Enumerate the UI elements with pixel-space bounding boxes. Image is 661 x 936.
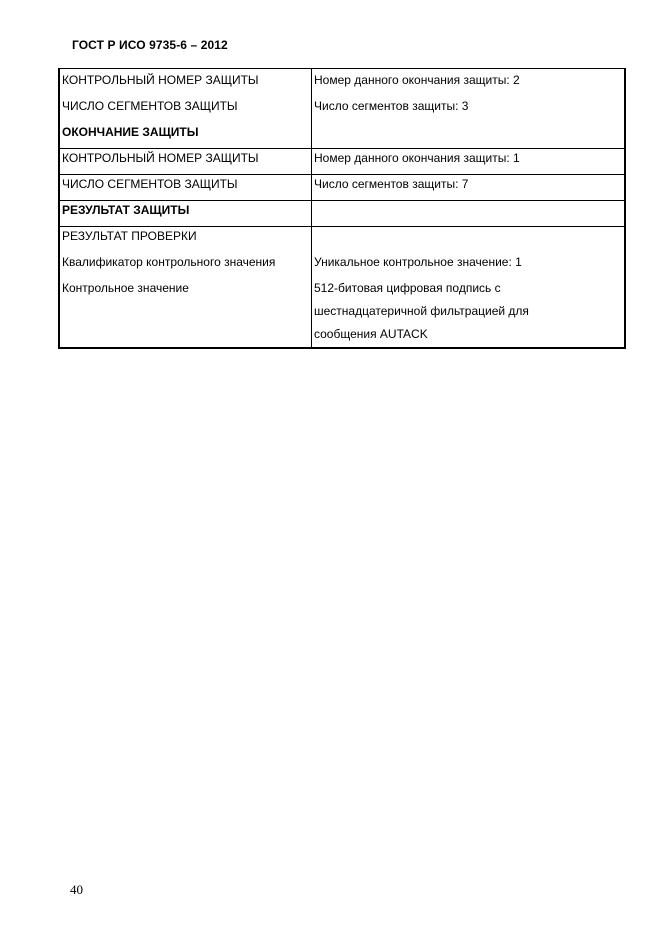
page-number: 40 [70, 882, 83, 897]
table-cell-right: Уникальное контрольное значение: 1 [314, 255, 522, 269]
table-cell-right: 512-битовая цифровая подпись с [314, 281, 501, 295]
row-divider [60, 200, 624, 201]
table-cell-right: сообщения AUTACK [314, 327, 428, 341]
table-cell-right: Число сегментов защиты: 7 [314, 177, 469, 191]
table-cell-right: Число сегментов защиты: 3 [314, 99, 469, 113]
column-divider [311, 69, 312, 347]
section-heading: ОКОНЧАНИЕ ЗАЩИТЫ [62, 125, 199, 139]
row-divider [60, 174, 624, 175]
table-cell-left: Квалификатор контрольного значения [62, 255, 276, 269]
row-divider [60, 148, 624, 149]
table-cell-left: ЧИСЛО СЕГМЕНТОВ ЗАЩИТЫ [62, 99, 238, 113]
data-table [58, 68, 626, 349]
table-cell-left: КОНТРОЛЬНЫЙ НОМЕР ЗАЩИТЫ [62, 73, 259, 87]
table-cell-left: ЧИСЛО СЕГМЕНТОВ ЗАЩИТЫ [62, 177, 238, 191]
section-heading: РЕЗУЛЬТАТ ЗАЩИТЫ [62, 203, 190, 217]
row-divider [60, 226, 624, 227]
table-cell-right: Номер данного окончания защиты: 2 [314, 73, 520, 87]
document-header: ГОСТ Р ИСО 9735-6 – 2012 [72, 38, 228, 52]
table-cell-right: Номер данного окончания защиты: 1 [314, 151, 520, 165]
table-cell-left: РЕЗУЛЬТАТ ПРОВЕРКИ [62, 229, 197, 243]
table-cell-right: шестнадцатеричной фильтрацией для [314, 304, 529, 318]
table-cell-left: КОНТРОЛЬНЫЙ НОМЕР ЗАЩИТЫ [62, 151, 259, 165]
table-cell-left: Контрольное значение [62, 281, 189, 295]
